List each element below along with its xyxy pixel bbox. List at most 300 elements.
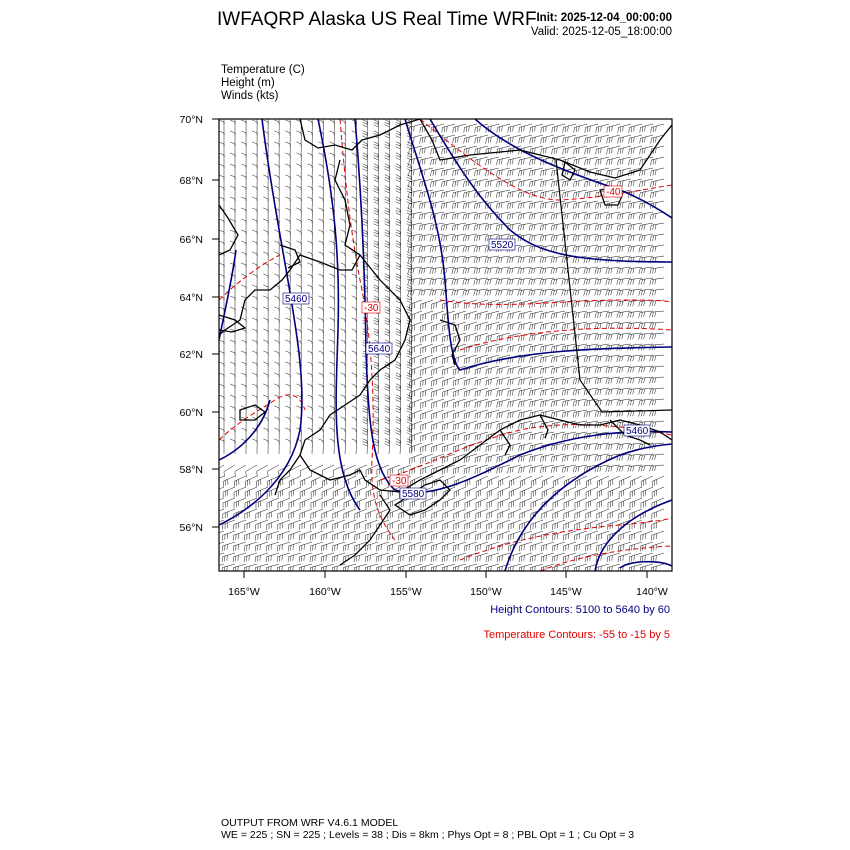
wind-barb-flag — [468, 235, 469, 240]
wind-barb-flag — [641, 290, 642, 295]
wind-barb-flag — [479, 213, 480, 218]
wind-barb — [431, 289, 444, 291]
wind-barb-flag — [540, 314, 541, 319]
wind-barb-flag — [424, 235, 425, 240]
wind-barb-flag — [554, 357, 555, 362]
wind-barb-flag — [653, 127, 654, 132]
wind-barb-flag — [595, 357, 596, 362]
wind-barb-flag — [480, 445, 481, 450]
wind-barb — [234, 498, 246, 503]
wind-barb-flag — [424, 246, 425, 251]
wind-barb-flag — [531, 290, 532, 295]
wind-barb-flag — [488, 225, 489, 230]
wind-barb-flag — [554, 149, 555, 154]
wind-barb-flag — [363, 397, 368, 399]
wind-barb-flag — [551, 468, 552, 473]
wind-barb-flag — [595, 412, 596, 417]
wind-barb-flag — [274, 197, 279, 199]
wind-barb-flag — [475, 149, 476, 154]
wind-barb-flag — [480, 346, 481, 351]
wind-barb-flag — [619, 247, 620, 252]
wind-barb-flag — [628, 401, 629, 406]
wind-barb-flag — [466, 127, 467, 132]
wind-barb-flag — [567, 279, 568, 284]
wind-barb — [431, 179, 444, 182]
wind-barb-flag — [433, 170, 434, 175]
wind-barb-flag — [413, 268, 414, 273]
wind-barb-flag — [498, 279, 499, 284]
wind-barb-flag — [586, 290, 587, 295]
wind-barb-flag — [263, 219, 268, 221]
wind-barb-flag — [543, 357, 544, 362]
wind-barb — [432, 311, 444, 315]
wind-barb — [640, 289, 653, 291]
wind-barb-flag — [575, 247, 576, 252]
wind-barb-flag — [644, 290, 645, 295]
wind-barb — [421, 366, 433, 370]
wind-barb-flag — [352, 142, 357, 144]
wind-barb — [629, 234, 642, 236]
wind-barb-flag — [421, 236, 422, 241]
wind-barb — [585, 377, 598, 379]
wind-barb-flag — [241, 252, 246, 254]
wind-barb-flag — [529, 457, 530, 462]
wind-barb-flag — [307, 175, 312, 177]
wind-barb — [432, 410, 444, 414]
wind-barb-flag — [532, 159, 533, 164]
wind-barb-flag — [584, 269, 585, 274]
wind-barb-flag — [565, 368, 566, 373]
wind-barb — [519, 212, 532, 214]
wind-barb-flag — [551, 303, 552, 308]
wind-barb — [475, 454, 488, 458]
wind-barb-flag — [532, 181, 533, 186]
wind-barb-flag — [606, 204, 607, 209]
wind-barb-flag — [477, 380, 478, 385]
wind-barb-flag — [611, 170, 612, 175]
wind-barb-flag — [567, 367, 568, 372]
wind-barb-flag — [612, 137, 613, 142]
wind-barb — [486, 377, 499, 380]
wind-barb-flag — [546, 126, 547, 131]
wind-barb — [421, 311, 433, 315]
wind-barb-flag — [543, 214, 544, 219]
wind-barb — [619, 476, 631, 481]
wind-barb-flag — [589, 312, 590, 317]
wind-barb-flag — [562, 467, 563, 472]
wind-barb — [574, 157, 587, 160]
wind-barb-flag — [219, 153, 224, 155]
wind-barb-flag — [510, 468, 511, 473]
wind-barb — [475, 355, 488, 359]
wind-barb-flag — [584, 324, 585, 329]
wind-barb — [497, 366, 510, 369]
wind-barb-flag — [595, 390, 596, 395]
wind-barb-flag — [422, 127, 423, 132]
wind-barb-flag — [606, 357, 607, 362]
wind-barb-flag — [631, 149, 632, 154]
wind-barb-flag — [576, 390, 577, 395]
wind-barb-flag — [567, 181, 568, 186]
wind-barb-flag — [628, 390, 629, 395]
wind-barb-flag — [241, 296, 246, 298]
wind-barb — [508, 377, 521, 380]
wind-barb-flag — [498, 268, 499, 273]
wind-barb — [618, 333, 631, 335]
wind-barb-flag — [296, 197, 301, 199]
wind-barb-flag — [374, 114, 379, 116]
wind-barb — [575, 487, 587, 492]
wind-barb — [431, 190, 444, 193]
wind-barb — [596, 355, 609, 357]
wind-barb-flag — [513, 137, 514, 142]
wind-barb — [245, 509, 257, 514]
wind-barb-flag — [534, 456, 535, 461]
wind-barb-flag — [562, 379, 563, 384]
wind-barb-flag — [468, 192, 469, 197]
wind-barb-flag — [554, 170, 555, 175]
wind-barb-flag — [623, 137, 624, 142]
wind-barb-flag — [586, 324, 587, 329]
wind-barb — [431, 223, 444, 225]
wind-barb — [421, 443, 433, 447]
wind-barb-flag — [554, 214, 555, 219]
wind-barb-flag — [501, 203, 502, 208]
wind-barb-flag — [319, 109, 324, 111]
wind-barb-flag — [466, 138, 467, 143]
wind-barb-flag — [413, 159, 414, 164]
wind-barb-flag — [446, 159, 447, 164]
wind-barb-flag — [486, 138, 487, 143]
wind-barb — [563, 377, 576, 379]
wind-barb-flag — [551, 193, 552, 198]
wind-barb-flag — [596, 149, 597, 154]
wind-barb-flag — [653, 159, 654, 164]
wind-barb — [432, 333, 444, 337]
wind-barb-flag — [485, 225, 486, 230]
wind-barb-flag — [608, 301, 609, 306]
wind-barb — [421, 344, 433, 348]
wind-barb — [530, 344, 543, 347]
wind-barb-flag — [642, 192, 643, 197]
wind-barb — [585, 124, 598, 127]
wind-barb-flag — [385, 290, 390, 292]
wind-barb-flag — [554, 368, 555, 373]
wind-barb-flag — [529, 291, 530, 296]
wind-barb-flag — [578, 323, 579, 328]
wind-barb — [464, 289, 477, 291]
wind-barb-flag — [457, 279, 458, 284]
wind-barb-flag — [530, 138, 531, 143]
wind-barb-flag — [535, 126, 536, 131]
wind-barb-flag — [578, 148, 579, 153]
wind-barb-flag — [520, 268, 521, 273]
wind-barb-flag — [584, 368, 585, 373]
wind-barb — [541, 190, 554, 193]
wind-barb-flag — [531, 258, 532, 263]
wind-barb-flag — [530, 160, 531, 165]
wind-barb-flag — [597, 313, 598, 318]
wind-barb-flag — [644, 312, 645, 317]
wind-barb-flag — [576, 456, 577, 461]
wind-barb-flag — [499, 424, 500, 429]
wind-barb-flag — [617, 445, 618, 450]
wind-barb-flag — [531, 247, 532, 252]
wind-barb — [530, 377, 543, 380]
wind-barb-flag — [488, 402, 489, 407]
wind-barb-flag — [319, 186, 324, 188]
wind-barb-flag — [363, 213, 368, 215]
wind-barb-flag — [420, 127, 421, 132]
wind-barb-flag — [532, 368, 533, 373]
wind-barb — [377, 465, 389, 470]
wind-barb-flag — [589, 192, 590, 197]
wind-barb-flag — [475, 127, 476, 132]
wind-barb-flag — [617, 401, 618, 406]
wind-barb-flag — [556, 268, 557, 273]
wind-barb — [508, 399, 521, 402]
wind-barb — [585, 355, 598, 357]
wind-barb-flag — [441, 280, 442, 285]
wind-barb-flag — [274, 340, 279, 342]
wind-barb-flag — [496, 291, 497, 296]
wind-barb-flag — [407, 111, 412, 113]
wind-barb-flag — [424, 159, 425, 164]
wind-barb-flag — [444, 170, 445, 175]
wind-barb-flag — [652, 378, 654, 383]
wind-barb — [442, 190, 455, 193]
wind-barb-flag — [628, 302, 629, 307]
wind-barb-flag — [455, 181, 456, 186]
wind-barb-flag — [585, 138, 586, 143]
wind-barb-flag — [491, 445, 492, 450]
wind-barb — [464, 124, 477, 127]
wind-barb-flag — [263, 296, 268, 298]
wind-barb-flag — [619, 400, 620, 405]
wind-barb-flag — [611, 444, 612, 449]
wind-barb-flag — [523, 290, 524, 295]
wind-barb — [574, 443, 587, 445]
wind-barb-flag — [652, 433, 654, 438]
wind-barb-flag — [543, 390, 544, 395]
wind-barb-flag — [319, 153, 324, 155]
wind-barb-flag — [422, 214, 423, 219]
wind-barb-flag — [565, 214, 566, 219]
wind-barb-flag — [609, 138, 610, 143]
wind-barb-flag — [480, 423, 481, 428]
wind-barb-flag — [606, 302, 607, 307]
wind-barb — [640, 245, 653, 247]
wind-barb-flag — [474, 214, 475, 219]
wind-barb-flag — [491, 379, 492, 384]
wind-barb — [486, 179, 499, 182]
wind-barb-flag — [466, 181, 467, 186]
wind-barb — [420, 234, 433, 236]
wind-barb-flag — [444, 214, 445, 219]
wind-barb-flag — [554, 346, 555, 351]
wind-barb-flag — [521, 390, 522, 395]
wind-barb-flag — [565, 401, 566, 406]
wind-barb-flag — [508, 160, 509, 165]
wind-barb — [519, 322, 532, 325]
wind-barb — [366, 509, 378, 514]
wind-barb-flag — [529, 225, 530, 230]
wind-barb-flag — [219, 241, 224, 243]
wind-barb-flag — [396, 279, 401, 281]
wind-barb — [629, 289, 642, 291]
wind-barb-flag — [534, 368, 535, 373]
wind-barb — [410, 454, 422, 458]
wind-barb — [564, 498, 576, 503]
wind-barb-flag — [567, 224, 568, 229]
wind-barb-flag — [274, 263, 279, 265]
wind-barb-flag — [628, 214, 629, 219]
wind-barb-flag — [579, 137, 580, 142]
wind-barb-flag — [597, 368, 598, 373]
wind-barb-flag — [352, 318, 357, 320]
wind-barb-flag — [463, 214, 464, 219]
wind-barb-flag — [562, 401, 563, 406]
wind-barb-flag — [540, 291, 541, 296]
wind-barb-flag — [642, 181, 643, 186]
wind-barb-flag — [219, 197, 224, 199]
wind-barb-flag — [463, 236, 464, 241]
wind-barb-flag — [551, 269, 552, 274]
wind-barb — [486, 223, 499, 225]
wind-barb-flag — [521, 346, 522, 351]
wind-barb-flag — [644, 323, 645, 328]
wind-barb-flag — [512, 170, 513, 175]
wind-barb-flag — [652, 411, 654, 416]
wind-barb-flag — [567, 246, 568, 251]
wind-barb — [442, 201, 455, 204]
wind-barb — [607, 256, 620, 258]
wind-barb — [608, 476, 620, 481]
wind-barb — [563, 465, 576, 467]
wind-barb — [497, 278, 510, 280]
wind-barb-flag — [598, 203, 599, 208]
wind-barb — [607, 377, 620, 379]
wind-barb-flag — [490, 181, 491, 186]
wind-barb-flag — [584, 401, 585, 406]
wind-barb — [509, 476, 521, 481]
wind-barb-flag — [241, 197, 246, 199]
wind-barb-flag — [374, 125, 379, 127]
wind-barb-flag — [319, 208, 324, 210]
wind-barb-flag — [352, 417, 357, 419]
wind-barb-flag — [644, 203, 645, 208]
wind-barb-flag — [519, 138, 520, 143]
wind-barb — [541, 377, 554, 380]
wind-barb — [234, 487, 246, 492]
wind-barb-flag — [576, 313, 577, 318]
wind-barb-flag — [341, 186, 346, 188]
wind-barb-flag — [385, 400, 390, 402]
wind-barb-flag — [540, 347, 541, 352]
wind-barb-flag — [477, 325, 478, 330]
wind-barb-flag — [534, 268, 535, 273]
wind-barb-flag — [639, 356, 640, 361]
wind-barb-flag — [430, 193, 431, 198]
wind-barb-flag — [413, 279, 414, 284]
wind-barb — [585, 267, 598, 269]
wind-barb — [563, 344, 576, 346]
wind-barb — [322, 465, 334, 471]
wind-barb-flag — [551, 413, 552, 418]
wind-barb-flag — [568, 126, 569, 131]
wind-barb-flag — [542, 258, 543, 263]
wind-barb-flag — [628, 335, 629, 340]
wind-barb-flag — [468, 279, 469, 284]
wind-barb-flag — [600, 323, 601, 328]
wind-barb-flag — [464, 138, 465, 143]
wind-barb-flag — [543, 127, 544, 132]
wind-barb — [442, 212, 455, 214]
wind-barb-flag — [296, 395, 301, 397]
wind-barb-flag — [341, 208, 346, 210]
wind-barb — [256, 509, 268, 514]
wind-barb-flag — [476, 236, 477, 241]
wind-barb — [585, 432, 598, 434]
wind-barb — [541, 278, 554, 280]
wind-barb-flag — [252, 285, 257, 287]
wind-barb-flag — [413, 192, 414, 197]
wind-barb-flag — [584, 291, 585, 296]
wind-barb-flag — [556, 401, 557, 406]
wind-barb-flag — [510, 159, 511, 164]
wind-barb-flag — [523, 302, 524, 307]
wind-barb-flag — [468, 246, 469, 251]
wind-barb-flag — [499, 457, 500, 462]
wind-barb-flag — [596, 138, 597, 143]
wind-barb-flag — [454, 247, 455, 252]
wind-barb-flag — [319, 417, 324, 419]
wind-barb — [541, 399, 554, 402]
wind-barb-flag — [363, 419, 368, 421]
wind-barb — [497, 146, 510, 149]
wind-barb-flag — [644, 356, 645, 361]
wind-barb-flag — [630, 466, 631, 471]
wind-barb-flag — [545, 324, 546, 329]
wind-barb-flag — [419, 193, 420, 198]
wind-barb-flag — [452, 236, 453, 241]
wind-barb — [497, 333, 510, 336]
wind-barb — [268, 465, 279, 471]
wind-barb-flag — [413, 235, 414, 240]
wind-barb-flag — [606, 390, 607, 395]
wind-barb — [541, 289, 554, 291]
wind-barb-flag — [543, 467, 544, 472]
wind-barb-flag — [319, 318, 324, 320]
wind-barb-flag — [633, 444, 634, 449]
wind-barb-flag — [396, 312, 401, 314]
wind-barb-flag — [477, 214, 478, 219]
wind-barb — [508, 289, 521, 291]
wind-barb-flag — [477, 203, 478, 208]
wind-barb-flag — [633, 246, 634, 251]
wind-barb-flag — [619, 290, 620, 295]
wind-barb-flag — [307, 406, 312, 408]
wind-barb-flag — [619, 312, 620, 317]
wind-barb-flag — [620, 170, 621, 175]
wind-barb-flag — [650, 225, 651, 230]
wind-barb-flag — [363, 202, 368, 204]
wind-barb-flag — [241, 153, 246, 155]
wind-barb-flag — [413, 181, 414, 186]
wind-barb-flag — [508, 325, 509, 330]
wind-barb-flag — [407, 290, 412, 292]
wind-barb — [520, 487, 532, 492]
